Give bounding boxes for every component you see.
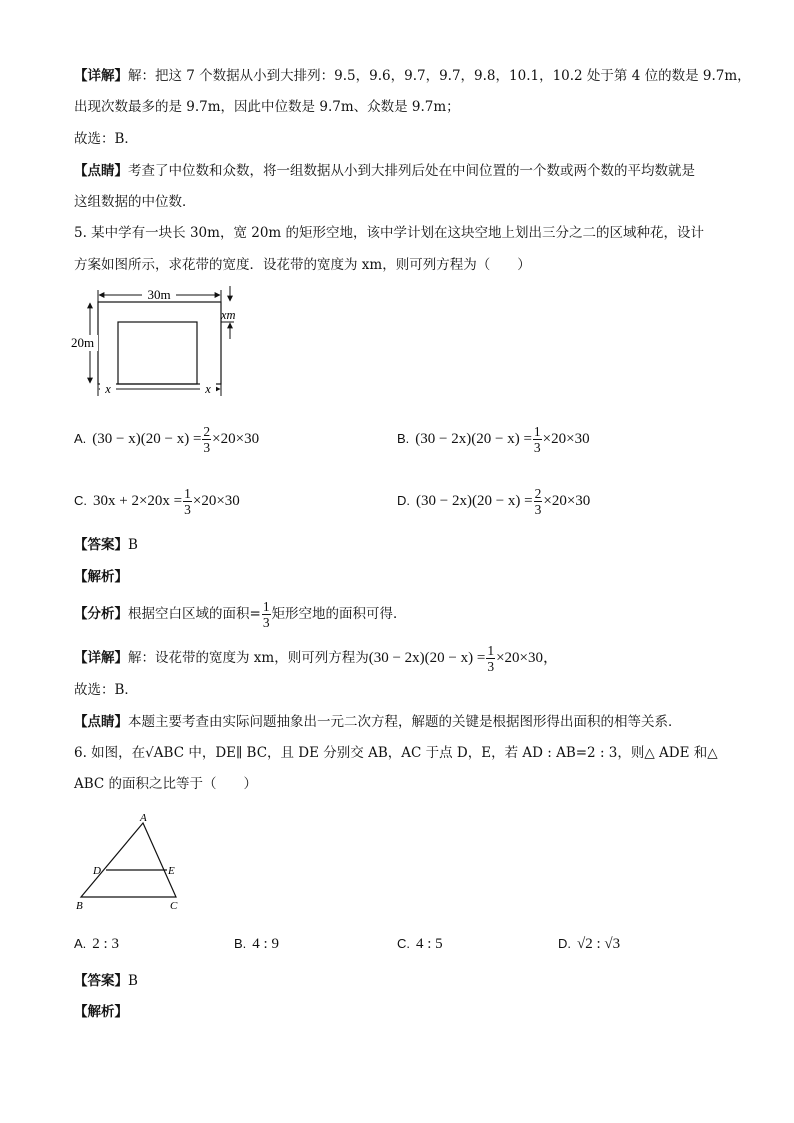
label-a: A [140,812,147,824]
option-text: √2 : √3 [577,936,621,952]
option-label: A. [74,431,87,446]
bottom-left-x: x [105,382,111,396]
option-label: D. [397,493,410,508]
analyze-post: 矩形空地的面积可得． [271,606,407,622]
analyze-fraction: $\frac{1}{3}$ [262,599,270,630]
option-text: 4 : 9 [252,936,279,952]
option-lhs: 30x + 2×20x = [93,493,183,509]
option-lhs: (30 − 2x)(20 − x) = [415,431,532,447]
q6-option-a[interactable] [74,934,119,954]
q5-analyze-line [74,596,407,632]
right-label: xm [221,308,236,322]
analyze-pre: 根据空白区域的面积= [128,606,261,622]
q6-option-b[interactable] [234,934,279,954]
label-c: C [170,900,178,912]
q5-comment [74,713,682,731]
analyze-tag: 【分析】 [74,606,128,622]
comment-tag: 【点睛】 [74,714,128,730]
detail-equation: (30 − 2x)(20 − x) = [368,650,486,666]
q4-detail-line-1 [74,67,751,85]
option-text: 4 : 5 [416,936,443,952]
answer-value: B [128,973,138,989]
answer-tag: 【答案】 [74,537,128,553]
answer-tag: 【答案】 [74,973,128,989]
detail-tag: 【详解】 [74,650,128,666]
q4-comment-line-1 [74,162,695,180]
q5-figure [70,284,250,398]
answer-value: B [128,537,138,553]
q4-comment-line-2: 这组数据的中位数． [74,194,196,210]
q5-option-b[interactable] [397,424,590,455]
option-lhs: (30 − x)(20 − x) = [92,431,202,447]
option-fraction: $\frac{1}{3}$ [184,486,191,517]
q4-comment-text-1: 考查了中位数和众数，将一组数据从小到大排列后处在中间位置的一个数或两个数的平均数就是 [128,163,695,179]
q4-detail-line-2: 出现次数最多的是 9.7m，因此中位数是 9.7m、众数是 9.7m； [74,99,460,115]
option-rhs: ×20×30 [212,431,260,447]
q5-stem-line-1: 5. 某中学有一块长 30m，宽 20m 的矩形空地，该中学计划在这块空地上划出三分之二的区域种花，设计 [74,225,705,241]
option-rhs: ×20×30 [192,493,240,509]
outer-rectangle [98,302,221,384]
option-lhs: (30 − 2x)(20 − x) = [416,493,533,509]
q4-choose: 故选：B． [74,131,138,147]
option-label: C. [397,936,410,951]
q6-triangle-figure [70,810,200,914]
label-d: D [93,865,101,877]
triangle-abc [81,823,176,897]
option-label: B. [234,936,247,951]
q5-stem-line-2: 方案如图所示，求花带的宽度．设花带的宽度为 xm，则可列方程为（ ） [74,257,531,273]
label-b: B [76,900,83,912]
option-label: A. [74,936,87,951]
option-label: B. [397,431,410,446]
q5-option-d[interactable] [397,486,590,517]
comment-tag: 【点睛】 [74,163,128,179]
detail-fraction: $\frac{1}{3}$ [487,643,495,674]
detail-pre: 解：设花带的宽度为 xm，则可列方程为 [128,650,369,666]
q6-answer [74,972,138,990]
left-label: 20m [71,335,95,350]
detail-tag: 【详解】 [74,68,128,84]
option-text: 2 : 3 [92,936,119,952]
option-rhs: ×20×30 [543,493,591,509]
q5-detail-line [74,640,558,676]
q6-option-c[interactable] [397,934,443,954]
label-e: E [168,865,175,877]
option-label: C. [74,493,87,508]
q6-analysis-tag: 【解析】 [74,1004,128,1020]
q5-answer [74,536,138,554]
option-fraction: $\frac{2}{3}$ [203,424,211,455]
q4-detail-text-1: 解：把这 7 个数据从小到大排列：9.5，9.6，9.7，9.7，9.8，10.1，10.2 处于第 4 位的数是 9.7m， [128,68,751,84]
q6-option-d[interactable] [558,934,620,954]
top-label: 30m [147,287,171,302]
q5-option-c[interactable] [74,486,240,517]
option-fraction: $\frac{2}{3}$ [534,486,542,517]
q6-stem-line-2: ABC 的面积之比等于（ ） [74,776,258,792]
q5-analysis-tag: 【解析】 [74,569,128,585]
comment-text: 本题主要考查由实际问题抽象出一元二次方程，解题的关键是根据图形得出面积的相等关系． [128,714,682,730]
q6-stem-line-1: 6. 如图，在√ABC 中，DE∥ BC，且 DE 分别交 AB，AC 于点 D，E，若 AD : AB=2 : 3，则△ ADE 和△ [74,745,718,761]
option-rhs: ×20×30 [542,431,590,447]
q5-choose: 故选：B． [74,682,138,698]
inner-rectangle [118,322,197,384]
detail-rhs: ×20×30， [496,650,558,666]
q5-option-a[interactable] [74,424,259,455]
option-fraction: $\frac{1}{3}$ [533,424,541,455]
option-label: D. [558,936,571,951]
bottom-right-x: x [205,382,211,396]
